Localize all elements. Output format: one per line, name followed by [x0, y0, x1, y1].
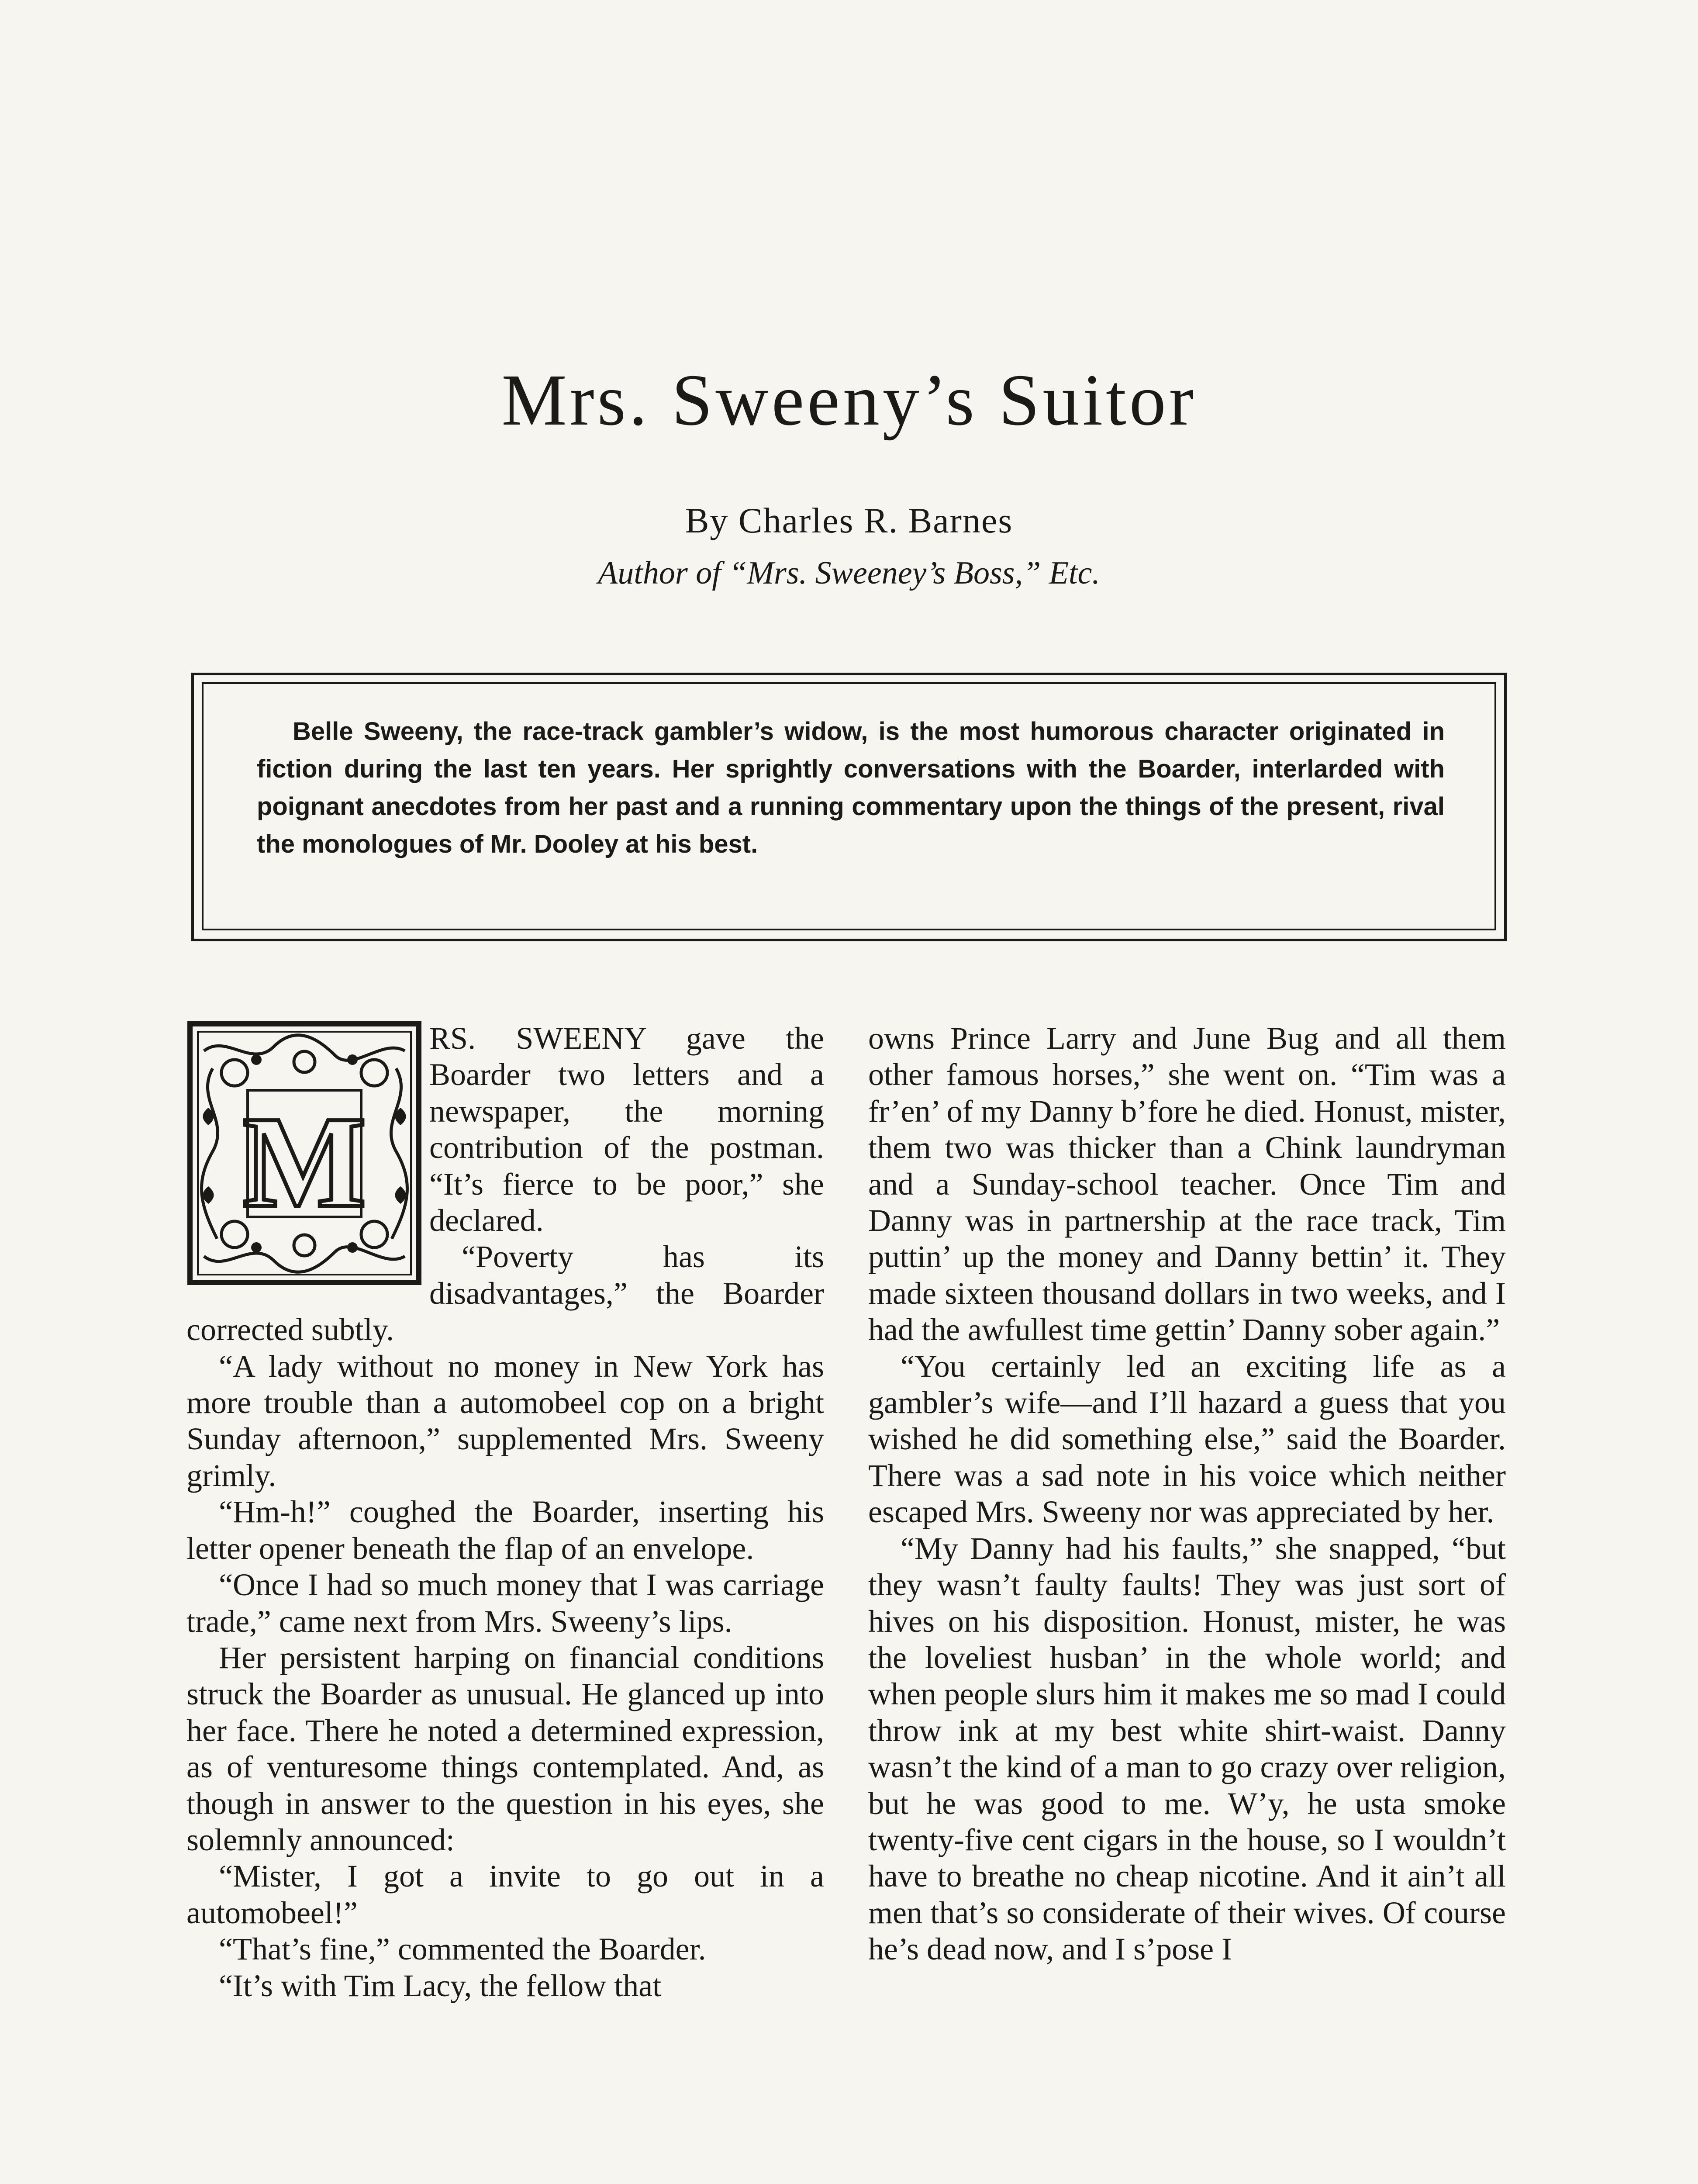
ornamental-letter-frame-icon: [186, 1020, 422, 1286]
article-title: Mrs. Sweeny’s Suitor: [501, 359, 1197, 441]
paragraph: RS. SWEENY gave the Boarder two letters and a newspaper, the morning contribution of the postman. “It’s fierce to be poor,” she declared.: [429, 1021, 824, 1238]
paragraph: “Poverty has its disadvantages,” the Boarder corrected subtly.: [186, 1239, 824, 1348]
right-column: [868, 1020, 1506, 1968]
left-column: [186, 1020, 824, 2004]
author-note: Author of “Mrs. Sweeney’s Boss,” Etc.: [598, 555, 1100, 591]
paragraph: “Mister, I got a invite to go out in a automobeel!”: [186, 1859, 824, 1930]
paragraph: “A lady without no money in New York has more trouble than a automobeel cop on a bright Sunday afternoon,” supplemented Mrs. Sweeny grimly.: [186, 1348, 824, 1493]
paragraph: “Once I had so much money that I was carriage trade,” came next from Mrs. Sweeny’s lips.: [186, 1567, 824, 1639]
paragraph: Her persistent harping on financial conditions struck the Boarder as unusual. He glanced up into her face. There he noted a determined expression, as of venturesome things contemplated. And, as though in answer to the question in his eyes, she solemnly announced:: [186, 1640, 824, 1857]
drop-cap-letter: M: [242, 1089, 366, 1234]
paragraph: “My Danny had his faults,” she snapped, “but they wasn’t faulty faults! They was just sort of hives on his disposition. Honust, mister, he was the loveliest husban’ in the whole world; and when people slurs him it makes me so mad I could throw ink at my best white shirt-waist. Danny wasn’t the kind of a man to go crazy over religion, but he was good to me. W’y, he usta smoke twenty-five cent cigars in the house, so I wouldn’t have to breathe no cheap nicotine. And it ain’t all men that’s so considerate of their wives. Of course he’s dead now, and I s’pose I: [868, 1531, 1506, 1967]
paragraph: “It’s with Tim Lacy, the fellow that: [219, 1968, 662, 2003]
paragraph: owns Prince Larry and June Bug and all them other famous horses,” she went on. “Tim was a fr’en’ of my Danny b’fore he died. Honust, mister, them two was thicker than a Chink laundryman and a Sunday-school teacher. Once Tim and Danny was in partnership at the race track, Tim puttin’ up the money and Danny bettin’ it. They made sixteen thousand dollars in two weeks, and I had the awfullest time gettin’ Danny sober again.”: [868, 1021, 1506, 1348]
paragraph: “You certainly led an exciting life as a gambler’s wife—and I’ll hazard a guess that you wished he did something else,” said the Boarder. There was a sad note in his voice which neither escaped Mrs. Sweeny nor was appreciated by her.: [868, 1348, 1506, 1530]
blurb-text: Belle Sweeny, the race-track gambler’s widow, is the most humorous character originated in fiction during the last ten years. Her sprightly conversations with the Boarder, interlarded with poignant anecdotes from her past and a running commentary upon the things of the present, rival the monologues of Mr. Dooley at his best.: [257, 717, 1445, 858]
paragraph: “That’s fine,” commented the Boarder.: [219, 1932, 706, 1967]
drop-cap-ornament: [186, 1020, 422, 1286]
paragraph: “Hm-h!” coughed the Boarder, inserting his letter opener beneath the flap of an envelope.: [186, 1494, 824, 1566]
byline: By Charles R. Barnes: [685, 501, 1013, 540]
